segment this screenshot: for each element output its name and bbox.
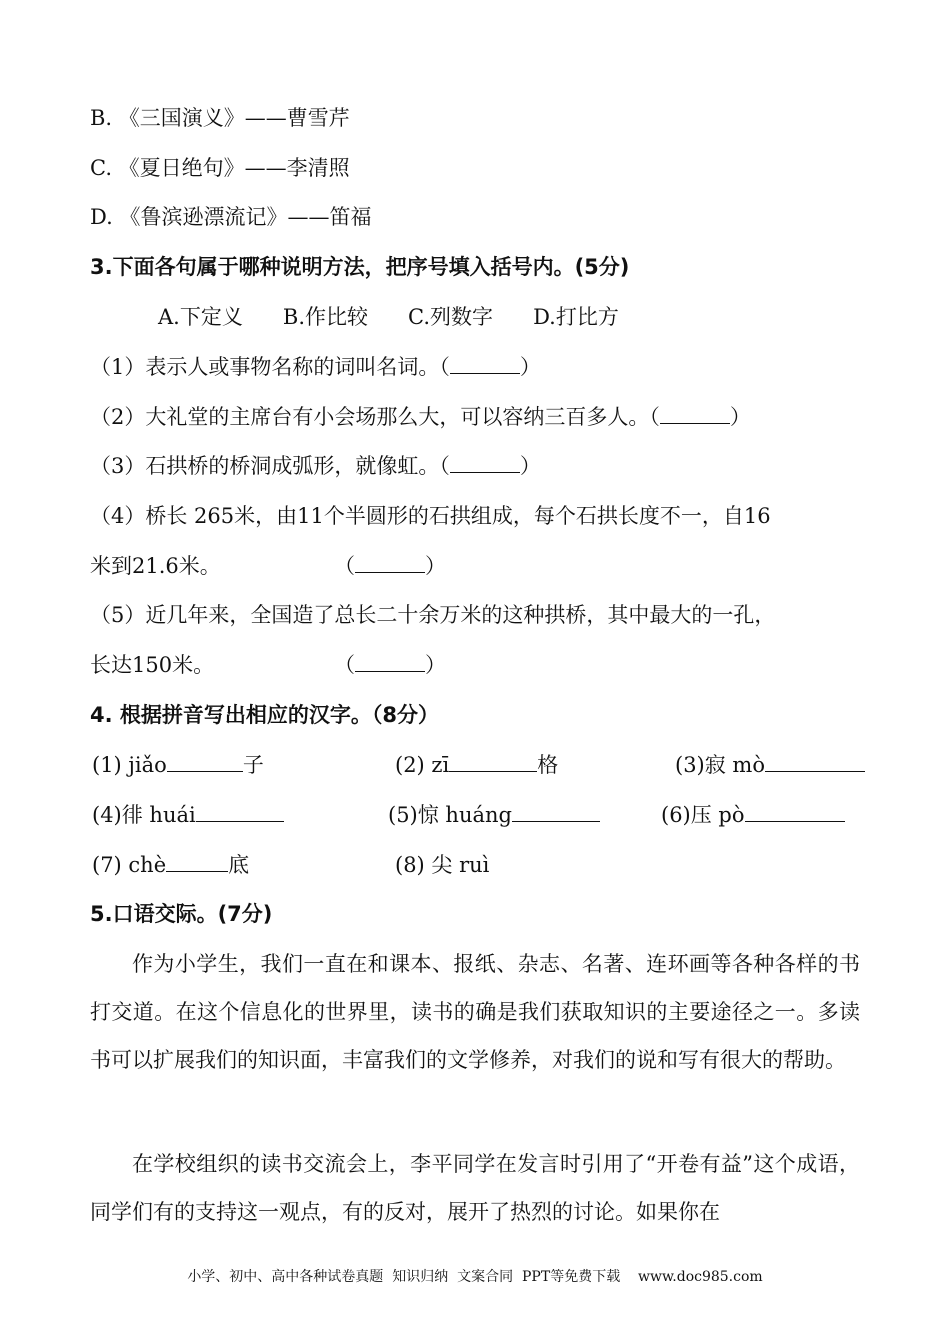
pinyin-item-2 — [395, 751, 558, 779]
answer-blank[interactable] — [450, 454, 520, 473]
answer-blank[interactable] — [512, 803, 600, 822]
q3-item-2 — [90, 403, 751, 431]
pinyin-item-6 — [661, 801, 845, 829]
answer-blank[interactable] — [167, 753, 243, 772]
question-5-title: 5.口语交际。(7分) — [90, 902, 273, 926]
paren-close: ） — [519, 454, 541, 478]
pinyin-label: (1) jiǎo — [92, 753, 167, 777]
q3-item-4-answer — [334, 552, 446, 580]
page-footer: 小学、初中、高中各种试卷真题 知识归纳 文案合同 PPT等免费下载 www.doc985.com — [187, 1269, 763, 1285]
q3-item-4-line2: 米到21.6米。 — [90, 554, 221, 578]
question-3-title: 3.下面各句属于哪种说明方法，把序号填入括号内。(5分) — [90, 255, 630, 279]
paren-close: ） — [425, 554, 446, 578]
question-4-title: 4. 根据拼音写出相应的汉字。（8分） — [90, 703, 440, 727]
paren-open: （ — [334, 653, 355, 677]
pinyin-item-8 — [395, 851, 489, 879]
answer-blank[interactable] — [745, 803, 845, 822]
answer-blank[interactable] — [196, 803, 284, 822]
pinyin-suffix: 子 — [242, 753, 264, 777]
pinyin-label: (3)寂 mò — [675, 753, 765, 777]
paren-close: ） — [425, 653, 446, 677]
pinyin-label: (2) zī — [395, 753, 450, 777]
q3-item-3-text: （3）石拱桥的桥洞成弧形，就像虹。 — [90, 454, 440, 478]
pinyin-suffix: 格 — [537, 753, 559, 777]
pinyin-item-4 — [92, 801, 284, 829]
answer-blank[interactable] — [660, 405, 730, 424]
pinyin-item-3 — [675, 751, 865, 779]
answer-blank[interactable] — [765, 753, 865, 772]
pinyin-label: (6)压 pò — [661, 803, 745, 827]
pinyin-item-7 — [92, 851, 249, 879]
pinyin-label: (7) chè — [92, 853, 167, 877]
q3-item-5-answer — [334, 651, 446, 679]
paren-close: ） — [729, 405, 751, 429]
paren-open: （ — [439, 355, 450, 379]
pinyin-label: (5)惊 huáng — [388, 803, 512, 827]
q3-item-4-line1: （4）桥长 265米，由11个半圆形的石拱组成，每个石拱长度不一，自16 — [90, 504, 771, 528]
pinyin-label: (4)徘 huái — [92, 803, 196, 827]
pinyin-item-1 — [92, 751, 264, 779]
pinyin-suffix: 底 — [228, 853, 250, 877]
q3-item-2-text: （2）大礼堂的主席台有小会场那么大，可以容纳三百多人。 — [90, 405, 650, 429]
answer-blank[interactable] — [450, 355, 520, 374]
answer-blank[interactable] — [166, 853, 228, 872]
paren-open: （ — [334, 554, 355, 578]
answer-blank[interactable] — [355, 554, 425, 573]
paren-open: （ — [649, 405, 660, 429]
answer-blank[interactable] — [449, 753, 537, 772]
q3-item-5-line1: （5）近几年来，全国造了总长二十余万米的这种拱桥，其中最大的一孔， — [90, 603, 776, 627]
option-b: B. 《三国演义》——曹雪芹 — [90, 106, 350, 130]
passage-paragraph-1: 作为小学生，我们一直在和课本、报纸、杂志、名著、连环画等各种各样的书打交道。在这个信息化的世界里，读书的确是我们获取知识的主要途径之一。多读书可以扩展我们的知识面，丰富我们的文学修养，对我们的说和写有很大的帮助。 — [90, 952, 860, 1072]
q3-item-1 — [90, 353, 541, 381]
pinyin-item-5 — [388, 801, 600, 829]
option-d: D. 《鲁滨逊漂流记》——笛福 — [90, 205, 372, 229]
q3-item-3 — [90, 452, 541, 480]
pinyin-label: (8) 尖 ruì — [395, 853, 490, 877]
q3-item-5-line2: 长达150米。 — [90, 653, 215, 677]
answer-blank[interactable] — [355, 653, 425, 672]
passage-paragraph-2: 在学校组织的读书交流会上，李平同学在发言时引用了“开卷有益”这个成语，同学们有的支持这一观点，有的反对，展开了热烈的讨论。如果你在 — [90, 1152, 860, 1224]
paren-close: ） — [519, 355, 541, 379]
option-c: C. 《夏日绝句》——李清照 — [90, 156, 350, 180]
paren-open: （ — [439, 454, 450, 478]
question-3-choices: A.下定义 B.作比较 C.列数字 D.打比方 — [158, 305, 619, 329]
q3-item-1-text: （1）表示人或事物名称的词叫名词。 — [90, 355, 440, 379]
